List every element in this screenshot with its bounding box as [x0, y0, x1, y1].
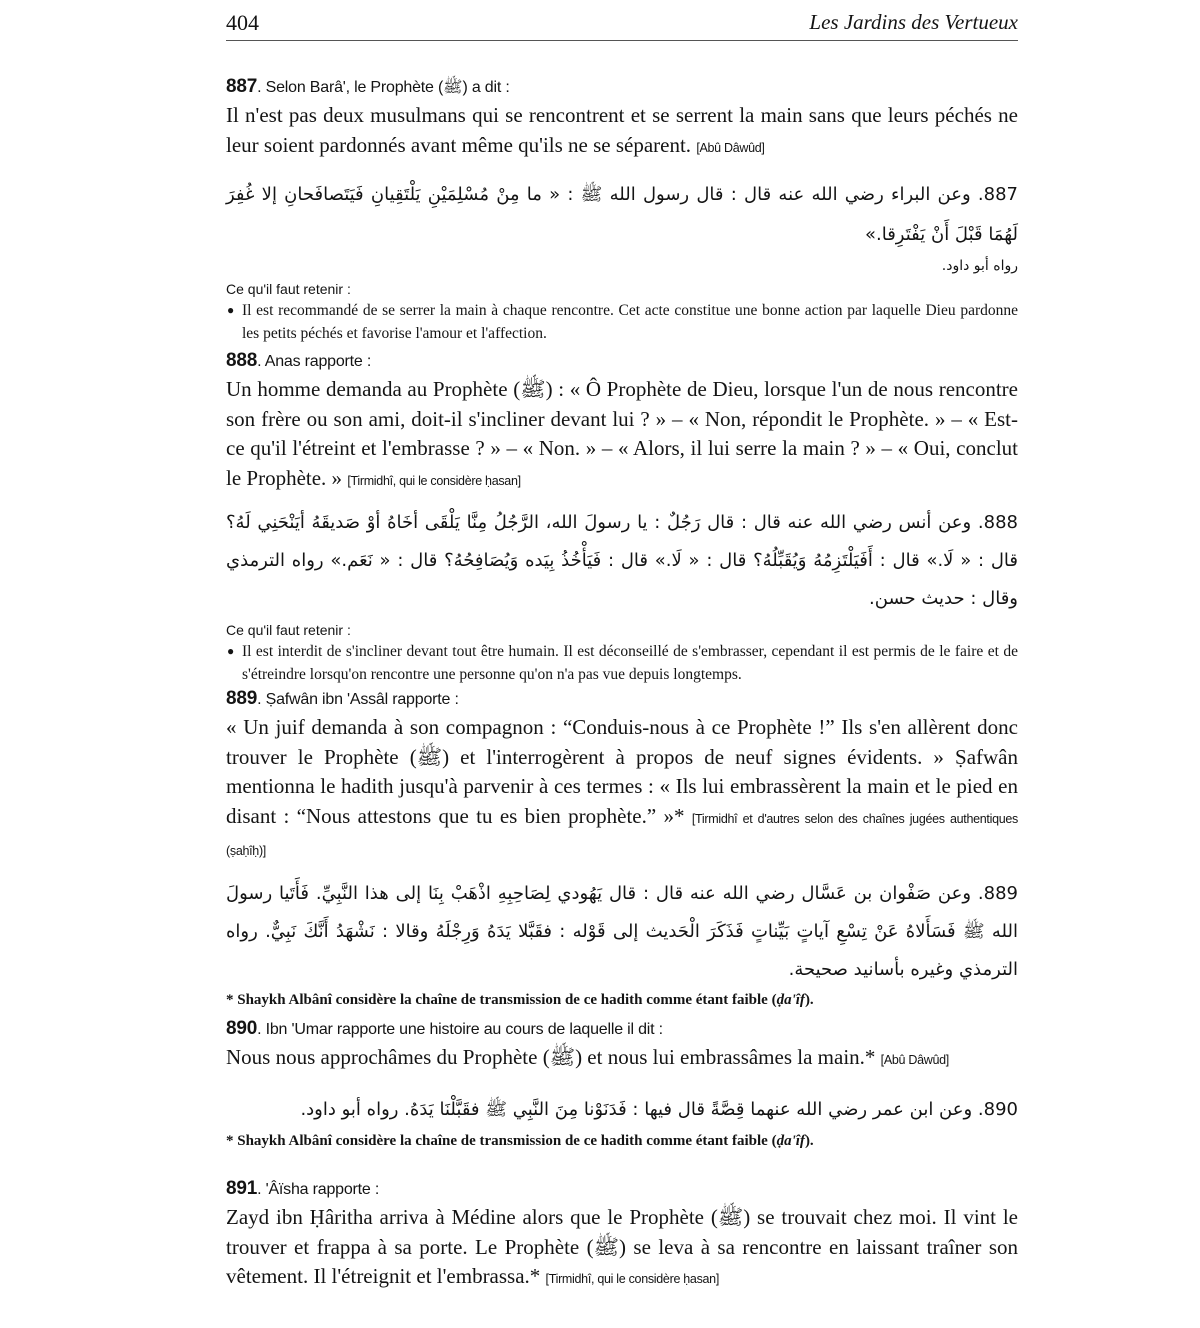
translation — [226, 1043, 1018, 1076]
arabic-text: 887. وعن البراء رضي الله عنه قال : قال رسول الله ﷺ : « ما مِنْ مُسْلِمَيْنِ يَلْتَقِيانِ فَيَتَصافَحانِ إلا غُفِرَ لَهُمَا قَبْلَ أَنْ يَفْتَرِقا.» — [226, 184, 1018, 245]
entry-heading — [226, 350, 1018, 373]
entry-heading — [226, 1018, 1018, 1041]
hadith-889 — [226, 688, 1018, 1011]
translation — [226, 1203, 1018, 1295]
running-header — [226, 0, 1018, 41]
entry-heading — [226, 688, 1018, 711]
entry-number: 888 — [226, 350, 258, 371]
entry-heading — [226, 76, 1018, 99]
entry-intro: . 'Âïsha rapporte : — [257, 1181, 380, 1198]
translation-text: Zayd ibn Ḥâritha arriva à Médine alors que le Prophète (ﷺ) se trouvait chez moi. Il vint le trouver et frappa à sa porte. Le Prophète (ﷺ) se leva à sa rencontre en laissant traîner son vêtement. Il l'étreignit et l'embrassa.* — [226, 1205, 1018, 1288]
footnote: * Shaykh Albânî considère la chaîne de transmission de ce hadith comme étant faible (ḍa'îf). — [226, 1132, 814, 1149]
retain-point: ● Il est interdit de s'incliner devant tout être humain. Il est déconseillé de s'embrasser, cependant il est permis de le faire et de s'étreindre lorsqu'on rencontre une personne qu'on n'a pas vue depuis longtemps. — [226, 640, 1018, 686]
translation-text: Un homme demanda au Prophète (ﷺ) : « Ô Prophète de Dieu, lorsque l'un de nous rencontre son frère ou son ami, doit-il s'incliner devant lui ? » – « Non, répondit le Prophète. » – « Est-ce qu'il l'étreint et l'embrasse ? » – « Non. » – « Alors, il lui serre la main ? » – « Oui, conclut le Prophète. » — [226, 377, 1018, 490]
arabic-text: 888. وعن أنس رضي الله عنه قال : قال رَجُلٌ : يا رسولَ الله، الرَّجُلُ مِنَّا يَلْقَى أخَاهُ أوْ صَديقَهُ أيَنْحَنِي لَهُ؟ قال : « لَا.» قال : أَفَيَلْتَزِمُهُ وَيُقَبِّلُهُ؟ قال : « لَا.» قال : فَيَأْخُذُ بِيَده وَيُصَافِحُهُ؟ قال : « نَعَم.» رواه الترمذي وقال : حديث حسن. — [226, 512, 1018, 609]
entry-intro: . Ṣafwân ibn 'Assâl rapporte : — [257, 691, 459, 708]
book-page — [226, 0, 1018, 1288]
hadith-890 — [226, 1018, 1018, 1152]
source-reference: [Tirmidhî, qui le considère ḥasan] — [347, 473, 521, 488]
retain-label: Ce qu'il faut retenir : — [226, 281, 351, 297]
translation — [226, 713, 1018, 867]
bullet-icon: ● — [227, 644, 235, 658]
translation-text: Nous nous approchâmes du Prophète (ﷺ) et nous lui embrassâmes la main.* — [226, 1045, 876, 1069]
entry-intro: . Selon Barâ', le Prophète (ﷺ) a dit : — [257, 79, 510, 96]
arabic-source: رواه أبو داود. — [941, 258, 1018, 274]
source-reference: [Abû Dâwûd] — [696, 140, 765, 155]
entry-number: 891 — [226, 1178, 258, 1199]
entry-number: 889 — [226, 688, 258, 709]
arabic-text: 889. وعن صَفْوان بن عَسَّال رضي الله عنه قال : قال يَهُودي لِصَاحِبِهِ اذْهَبْ بِنَا إلى هذا النَّبِيِّ. فَأَتَيا رسولَ الله ﷺ فَسَأَلاهُ عَنْ تِسْعِ آياتٍ بَيِّناتٍ فَذَكَرَ الْحَديث إلى قَوْله : فقَبَّلا يَدَهُ وَرِجْلَهُ وقالا : نَشْهَدُ أَنَّكَ نَبِيٌّ. رواه الترمذي وغيره بأسانيد صحيحة. — [226, 882, 1018, 980]
translation-text: « Un juif demanda à son compagnon : “Conduis-nous à ce Prophète !” Ils s'en allèrent donc trouver le Prophète (ﷺ) et l'interrogèrent à propos de neuf signes évidents. » Ṣafwân mentionna le hadith jusqu'à parvenir à ces termes : « Ils lui embrassèrent la main et le pied en disant : “Nous attestons que tu es bien prophète.” »* — [226, 715, 1018, 828]
source-reference: [Tirmidhî, qui le considère ḥasan] — [545, 1272, 720, 1286]
arabic-text: 890. وعن ابن عمر رضي الله عنهما قِصَّةً قال فيها : فَدَنَوْنا مِنَ النَّبِي ﷺ فقَبَّلْنَا يَدَهُ. رواه أبو داود. — [300, 1098, 1018, 1120]
retain-label: Ce qu'il faut retenir : — [226, 622, 351, 638]
book-title: Les Jardins des Vertueux — [809, 10, 1018, 34]
source-reference: [Abû Dâwûd] — [880, 1053, 949, 1067]
entry-number: 890 — [226, 1018, 258, 1039]
bullet-icon: ● — [227, 303, 235, 317]
hadith-887 — [226, 76, 1018, 345]
entry-number: 887 — [226, 76, 258, 97]
translation-text: Il n'est pas deux musulmans qui se rencontrent et se serrent la main sans que leurs péchés ne leur soient pardonnés avant même qu'ils ne se séparent. — [226, 103, 1018, 157]
hadith-888 — [226, 350, 1018, 686]
page-number: 404 — [226, 10, 259, 35]
source-reference: [Tirmidhî et d'autres selon des chaînes jugées authentiques (ṣaḥîḥ)] — [226, 811, 1018, 858]
entry-intro: . Ibn 'Umar rapporte une histoire au cours de laquelle il dit : — [257, 1021, 663, 1038]
translation — [226, 375, 1018, 496]
entry-heading — [226, 1178, 1018, 1201]
retain-point: ● Il est recommandé de se serrer la main à chaque rencontre. Cet acte constitue une bonne action par laquelle Dieu pardonne les petits péchés et favorise l'amour et l'affection. — [226, 299, 1018, 345]
hadith-891 — [226, 1178, 1018, 1295]
entry-intro: . Anas rapporte : — [257, 353, 372, 370]
translation — [226, 101, 1018, 163]
footnote: * Shaykh Albânî considère la chaîne de transmission de ce hadith comme étant faible (ḍa'îf). — [226, 991, 814, 1008]
